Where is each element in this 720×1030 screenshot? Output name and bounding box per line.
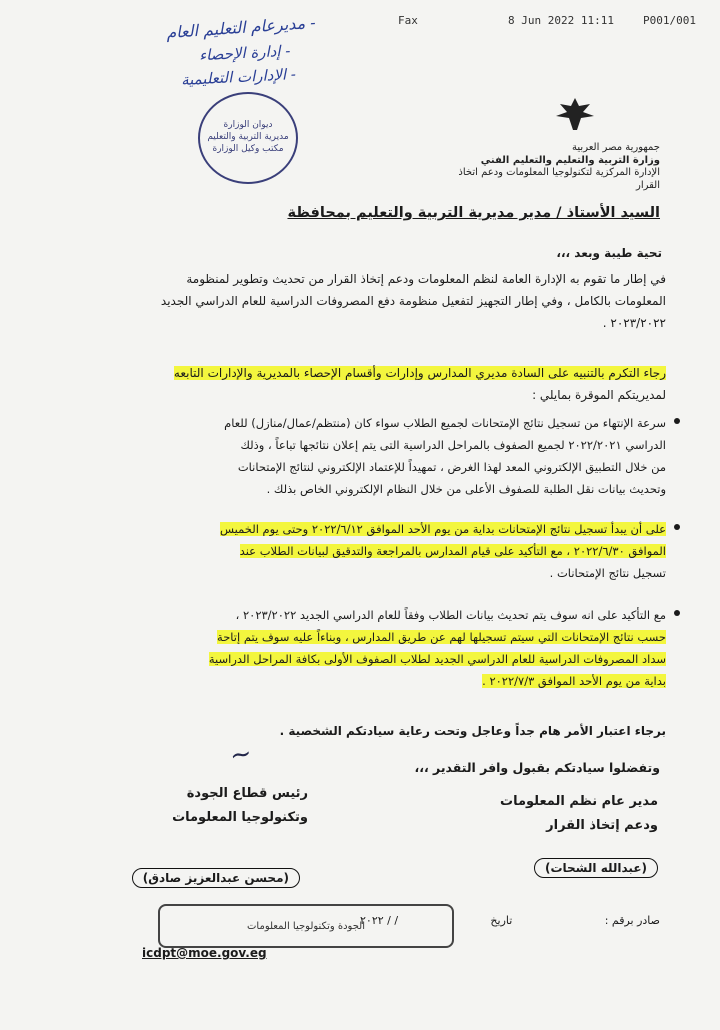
signatory-title: ودعم إتخاذ القرار [546,818,658,833]
issue-ref-label: صادر برقم : [604,914,660,927]
bullet-line: وتحديث بيانات نقل الطلبة للصفوف الأعلى من خلال النظام الإلكتروني الخاص بذلك . [266,482,666,496]
bullet-line: تسجيل نتائج الإمتحانات . [549,566,666,580]
bullet-item-3 [70,604,666,692]
signatory-left [172,782,308,830]
bullet-item-2 [70,518,666,584]
paragraph-line: لمديريتكم الموقرة بمايلي : [532,388,666,402]
issue-date-label: تاريخ [490,914,513,927]
paragraph-line: المعلومات بالكامل ، وفي إطار التجهيز لتفعيل منظومة دفع المصروفات الدراسية للعام الدراسي الجديد [160,294,666,308]
bullet-dot-icon [674,524,680,530]
bullet-line: الدراسي ٢٠٢٢/٢٠٢١ لجميع الصفوف بالمراحل الدراسية التى يتم إعلان نتائجها تباعاً ، وذلك [240,438,666,452]
letterhead-line: جمهورية مصر العربية [572,142,660,153]
addressee-title: السيد الأستاذ / مدير مديرية التربية والتعليم بمحافظة [287,205,660,221]
signatory-title: وتكنولوجيا المعلومات [172,810,308,825]
ministry-letterhead [440,142,660,192]
bullet-dot-icon [674,418,680,424]
greeting: تحية طيبة وبعد ،،، [556,246,662,260]
highlighted-text: الموافق ٢٠٢٢/٦/٣٠ ، مع التأكيد على قيام المدارس بالمراجعة والتدقيق لبيانات الطلاب عند [239,544,666,558]
highlighted-text: رجاء التكرم بالتنبيه على السادة مديري المدارس وإدارات وأقسام الإحصاء بالمديرية والإدارات التابعه [173,366,666,380]
paragraph-line: في إطار ما تقوم به الإدارة العامة لنظم المعلومات ودعم إتخاذ القرار من تحديث وتطوير لمنظومة [186,272,666,286]
bullet-line: من خلال التطبيق الإلكتروني المعد لهذا الغرض ، تمهيداً للإعتماد الإلكتروني لنتائج الإمتحانات [237,460,666,474]
intro-paragraph [46,268,666,334]
stamp-line: ديوان الوزارة [223,120,273,131]
fax-label: Fax [398,14,418,27]
eagle-emblem-icon [550,96,600,132]
letterhead-line: وزارة التربية والتعليم والتعليم الفني [480,154,660,166]
closing-line: وتفضلوا سيادتكم بقبول وافر التقدير ،،، [414,760,660,775]
stamp-line: مكتب وكيل الوزارة [212,143,284,154]
highlighted-text: بداية من يوم الأحد الموافق ٢٠٢٢/٧/٣ . [482,674,666,688]
signature-scrawl: ~ [227,738,255,772]
handwritten-line: - مديرعام التعليم العام [165,12,317,43]
contact-email: icdpt@moe.gov.eg [142,946,267,960]
bullet-line: سرعة الإنتهاء من تسجيل نتائج الإمتحانات لجميع الطلاب سواء كان (منتظم/عمال/منازل) للعام [224,416,666,430]
handwritten-line: - الإدارات التعليمية [180,65,297,89]
request-paragraph [46,362,666,406]
signatory-left-name: (محسن عبدالعزيز صادق) [132,868,300,888]
signatory-right [500,790,658,838]
importance-line: برجاء اعتبار الأمر هام جداً وعاجل وتحت رعاية سيادتكم الشخصية . [279,724,666,738]
signatory-right-name: (عبدالله الشحات) [534,858,658,878]
highlighted-text: على أن يبدأ تسجيل نتائج الإمتحانات بداية من يوم الأحد الموافق ٢٠٢٢/٦/١٢ وحتى يوم الخميس [219,522,666,536]
bullet-item-1 [70,412,666,500]
stamp-line: مديرية التربية والتعليم [207,132,289,143]
fax-datetime: 8 Jun 2022 11:11 [508,14,614,27]
highlighted-text: حسب نتائج الإمتحانات التي سيتم تسجيلها لهم عن طريق المدارس ، وبناءاً عليه سوف يتم إتاحة [217,630,666,644]
bullet-line: مع التأكيد على انه سوف يتم تحديث بيانات الطلاب وفقاً للعام الدراسي الجديد ٢٠٢٣/٢٠٢٢ ، [235,608,666,622]
received-stamp [198,92,298,184]
signatory-title: رئيس قطاع الجودة [186,786,308,801]
handwritten-line: - إدارة الإحصاء [198,41,291,65]
letterhead-line: الإدارة المركزية لتكنولوجيا المعلومات ودعم اتخاذ القرار [458,167,660,191]
department-stamp: الجودة وتكنولوجيا المعلومات [158,904,454,948]
fax-page-number: P001/001 [643,14,696,27]
paragraph-line: ٢٠٢٣/٢٠٢٢ . [602,316,666,330]
bullet-dot-icon [674,610,680,616]
issue-date-value: / / ٢٠٢٢ [360,914,399,927]
signatory-title: مدير عام نظم المعلومات [500,794,658,809]
issue-dateline [360,914,660,927]
highlighted-text: سداد المصروفات الدراسية للعام الدراسي الجديد لطلاب الصفوف الأولى بكافة المراحل الدراسية [208,652,666,666]
